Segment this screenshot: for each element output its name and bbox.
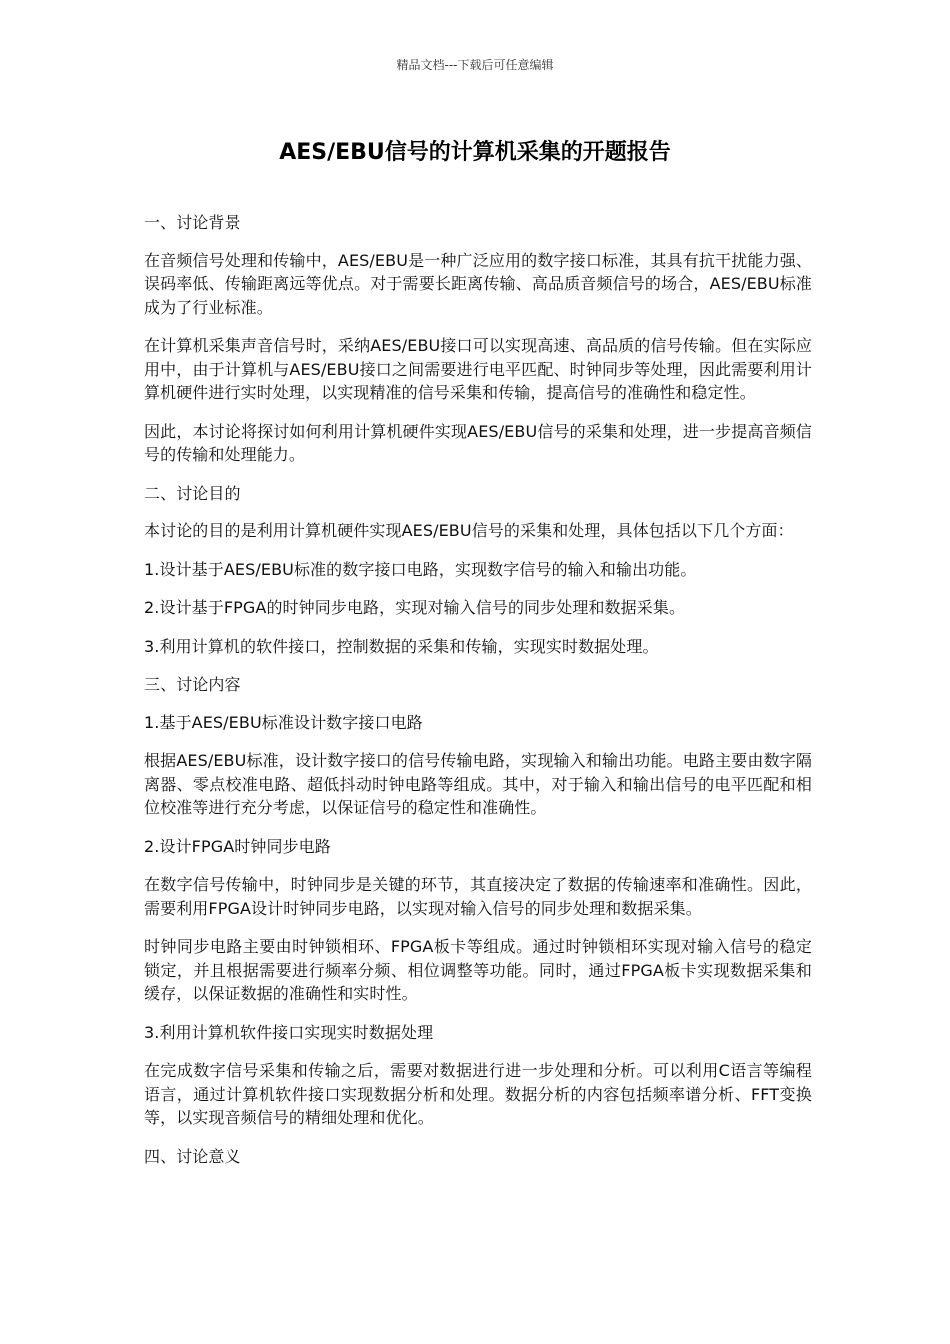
section-heading-background: 一、讨论背景 <box>144 213 241 232</box>
list-item: 3.利用计算机的软件接口，控制数据的采集和传输，实现实时数据处理。 <box>144 636 659 656</box>
paragraph: 时钟同步电路主要由时钟锁相环、FPGA板卡等组成。通过时钟锁相环实现对输入信号的稳定锁定，并且根据需要进行频率分频、相位调整等功能。同时，通过FPGA板卡实现数据采集和缓存，以保证数据的准确性和实时性。 <box>144 937 812 1003</box>
paragraph: 在完成数字信号采集和传输之后，需要对数据进行进一步处理和分析。可以利用C语言等编程语言，通过计算机软件接口实现数据分析和处理。数据分析的内容包括频率谱分析、FFT变换等，以实现音频信号的精细处理和优化。 <box>144 1061 812 1127</box>
document-body <box>144 211 812 1182</box>
subsection-heading: 3.利用计算机软件接口实现实时数据处理 <box>144 1022 434 1042</box>
paragraph: 在计算机采集声音信号时，采纳AES/EBU接口可以实现高速、高品质的信号传输。但在实际应用中，由于计算机与AES/EBU接口之间需要进行电平匹配、时钟同步等处理，因此需要利用计算机硬件进行实时处理，以实现精准的信号采集和传输，提高信号的准确性和稳定性。 <box>144 336 812 402</box>
paragraph: 在音频信号处理和传输中，AES/EBU是一种广泛应用的数字接口标准，其具有抗干扰能力强、误码率低、传输距离远等优点。对于需要长距离传输、高品质音频信号的场合，AES/EBU标准成为了行业标准。 <box>144 250 812 317</box>
paragraph: 本讨论的目的是利用计算机硬件实现AES/EBU信号的采集和处理，具体包括以下几个方面： <box>144 521 794 540</box>
paragraph: 在数字信号传输中，时钟同步是关键的环节，其直接决定了数据的传输速率和准确性。因此，需要利用FPGA设计时钟同步电路，以实现对输入信号的同步处理和数据采集。 <box>144 875 812 918</box>
section-heading-content: 三、讨论内容 <box>144 675 241 694</box>
subsection-heading: 2.设计FPGA时钟同步电路 <box>144 836 331 856</box>
header-note: 精品文档---下载后可任意编辑 <box>396 58 554 72</box>
paragraph: 因此，本讨论将探讨如何利用计算机硬件实现AES/EBU信号的采集和处理，进一步提高音频信号的传输和处理能力。 <box>144 421 812 464</box>
section-heading-significance: 四、讨论意义 <box>144 1146 241 1166</box>
subsection-heading: 1.基于AES/EBU标准设计数字接口电路 <box>144 712 423 732</box>
paragraph: 根据AES/EBU标准，设计数字接口的信号传输电路，实现输入和输出功能。电路主要由数字隔离器、零点校准电路、超低抖动时钟电路等组成。其中，对于输入和输出信号的电平匹配和相位校准等进行充分考虑，以保证信号的稳定性和准确性。 <box>144 751 812 817</box>
section-heading-purpose: 二、讨论目的 <box>144 483 241 503</box>
list-item: 1.设计基于AES/EBU标准的数字接口电路，实现数字信号的输入和输出功能。 <box>144 559 697 579</box>
list-item: 2.设计基于FPGA的时钟同步电路，实现对输入信号的同步处理和数据采集。 <box>144 598 686 617</box>
document-title: AES/EBU信号的计算机采集的开题报告 <box>279 140 671 165</box>
